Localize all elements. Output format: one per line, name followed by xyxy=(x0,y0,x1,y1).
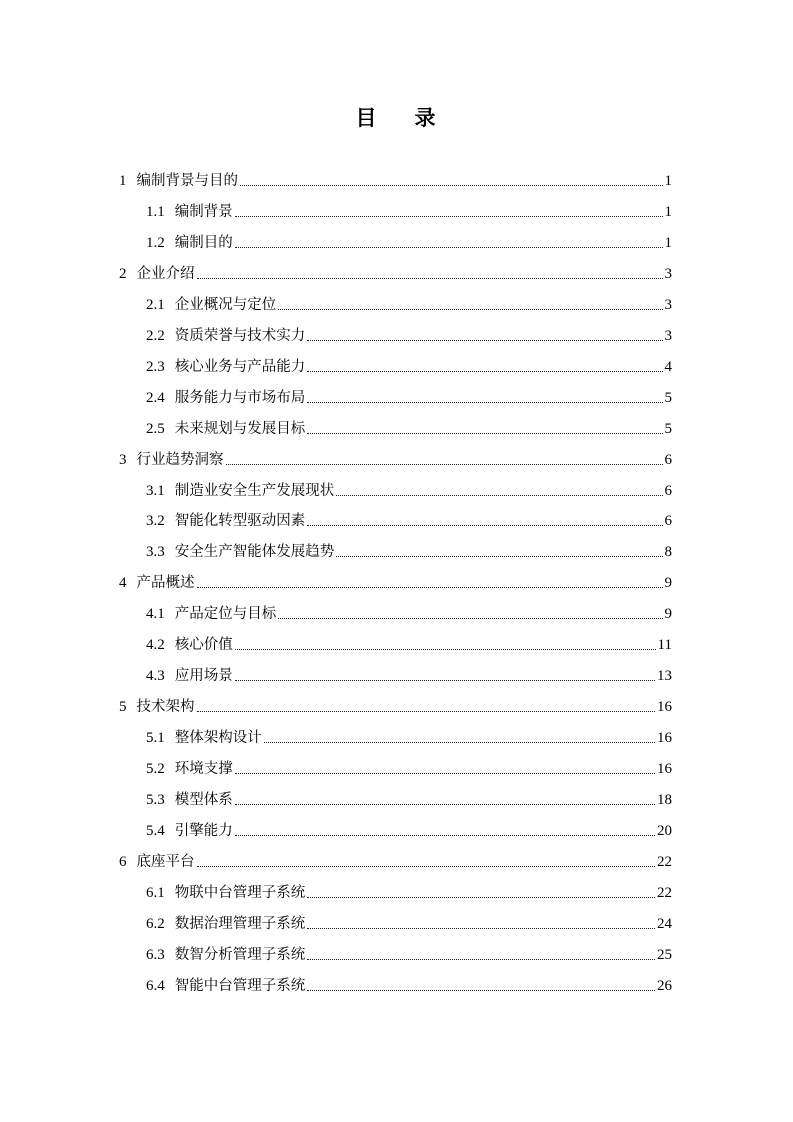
page-title-char-2: 录 xyxy=(414,106,438,130)
toc-entry-title: 整体架构设计 xyxy=(174,730,262,747)
toc-page-number: 3 xyxy=(664,327,672,344)
toc-entry-title: 产品概述 xyxy=(136,575,195,592)
toc-page-number: 22 xyxy=(657,884,672,901)
toc-section-entry[interactable] xyxy=(146,199,672,221)
toc-entry-title: 应用场景 xyxy=(174,668,233,685)
toc-section-entry[interactable] xyxy=(146,725,672,747)
toc-dot-leader xyxy=(226,464,663,465)
toc-chapter-entry[interactable] xyxy=(119,168,672,190)
toc-entry-number: 2 xyxy=(119,265,127,282)
toc-entry-title: 行业趋势洞察 xyxy=(136,451,224,468)
toc-entry-number: 2.3 xyxy=(146,358,165,375)
toc-entry-number: 2.1 xyxy=(146,296,165,313)
toc-entry-number: 1.2 xyxy=(146,234,165,251)
toc-entry-title: 服务能力与市场布局 xyxy=(174,389,306,406)
toc-page-number: 3 xyxy=(664,296,672,313)
toc-page-number: 5 xyxy=(664,389,672,406)
toc-entry-number: 5.1 xyxy=(146,730,165,747)
toc-page-number: 6 xyxy=(664,451,672,468)
toc-dot-leader xyxy=(235,804,655,805)
toc-page-number: 5 xyxy=(664,420,672,437)
toc-page-number: 26 xyxy=(657,977,672,994)
toc-page-number: 25 xyxy=(657,946,672,963)
toc-entry-number: 4.1 xyxy=(146,606,165,623)
toc-page-number: 16 xyxy=(657,699,672,716)
toc-entry-number: 6.4 xyxy=(146,977,165,994)
toc-entry-title: 技术架构 xyxy=(136,699,195,716)
toc-entry-title: 引擎能力 xyxy=(174,822,233,839)
toc-section-entry[interactable] xyxy=(146,508,672,530)
toc-entry-title: 编制背景 xyxy=(174,203,233,220)
toc-entry-title: 物联中台管理子系统 xyxy=(174,884,306,901)
toc-chapter-entry[interactable] xyxy=(119,849,672,871)
toc-entry-number: 4 xyxy=(119,575,127,592)
toc-entry-title: 数据治理管理子系统 xyxy=(174,915,306,932)
toc-entry-number: 6.1 xyxy=(146,884,165,901)
toc-dot-leader xyxy=(235,247,663,248)
toc-entry-title: 企业介绍 xyxy=(136,265,195,282)
toc-section-entry[interactable] xyxy=(146,292,672,314)
toc-dot-leader xyxy=(264,742,655,743)
toc-chapter-entry[interactable] xyxy=(119,261,672,283)
toc-section-entry[interactable] xyxy=(146,911,672,933)
toc-page-number: 24 xyxy=(657,915,672,932)
toc-page-number: 6 xyxy=(664,513,672,530)
toc-dot-leader xyxy=(235,835,655,836)
toc-page-number: 1 xyxy=(664,203,672,220)
toc-entry-title: 环境支撑 xyxy=(174,761,233,777)
toc-section-entry[interactable] xyxy=(146,756,672,778)
toc-entry-number: 6.3 xyxy=(146,946,165,963)
toc-entry-number: 2.4 xyxy=(146,389,165,406)
toc-entry-number: 4.3 xyxy=(146,668,165,685)
toc-section-entry[interactable] xyxy=(146,539,672,561)
toc-entry-number: 2.5 xyxy=(146,420,165,437)
toc-entry-title: 企业概况与定位 xyxy=(174,296,277,313)
toc-section-entry[interactable] xyxy=(146,787,672,809)
toc-dot-leader xyxy=(307,371,662,372)
toc-dot-leader xyxy=(336,495,662,496)
toc-entry-title: 底座平台 xyxy=(136,853,195,870)
toc-section-entry[interactable] xyxy=(146,230,672,252)
toc-entry-number: 5 xyxy=(119,699,127,716)
toc-entry-title: 编制背景与目的 xyxy=(136,173,238,189)
toc-page-number: 4 xyxy=(664,358,672,375)
toc-dot-leader xyxy=(278,309,662,310)
toc-entry-title: 核心业务与产品能力 xyxy=(174,358,306,375)
toc-entry-number: 3.3 xyxy=(146,544,165,561)
toc-dot-leader xyxy=(235,680,655,681)
toc-page-number: 16 xyxy=(657,730,672,747)
toc-chapter-entry[interactable] xyxy=(119,694,672,716)
toc-page-number: 1 xyxy=(664,173,672,189)
toc-entry-title: 数智分析管理子系统 xyxy=(174,946,306,963)
toc-section-entry[interactable] xyxy=(146,942,672,964)
toc-page-number: 1 xyxy=(664,234,672,251)
toc-page-number: 11 xyxy=(657,637,672,654)
toc-dot-leader xyxy=(307,433,662,434)
toc-entry-number: 5.4 xyxy=(146,822,165,839)
toc-entry-title: 模型体系 xyxy=(174,792,233,808)
toc-entry-number: 3.2 xyxy=(146,513,165,530)
toc-section-entry[interactable] xyxy=(146,973,672,995)
toc-entry-title: 安全生产智能体发展趋势 xyxy=(174,544,335,561)
toc-section-entry[interactable] xyxy=(146,416,672,438)
toc-chapter-entry[interactable] xyxy=(119,570,672,592)
toc-dot-leader xyxy=(307,990,655,991)
toc-dot-leader xyxy=(307,928,655,929)
toc-dot-leader xyxy=(278,618,662,619)
toc-section-entry[interactable] xyxy=(146,323,672,345)
toc-dot-leader xyxy=(307,525,662,526)
toc-page-number: 18 xyxy=(657,792,672,808)
toc-dot-leader xyxy=(307,402,662,403)
toc-entry-title: 制造业安全生产发展现状 xyxy=(174,482,335,499)
toc-section-entry[interactable] xyxy=(146,818,672,840)
toc-entry-number: 6 xyxy=(119,853,127,870)
toc-section-entry[interactable] xyxy=(146,663,672,685)
toc-section-entry[interactable] xyxy=(146,601,672,623)
toc-dot-leader xyxy=(307,959,655,960)
toc-dot-leader xyxy=(197,866,656,867)
toc-page-number: 6 xyxy=(664,482,672,499)
toc-page-number: 3 xyxy=(664,265,672,282)
toc-dot-leader xyxy=(235,649,656,650)
toc-dot-leader xyxy=(240,185,663,186)
toc-dot-leader xyxy=(336,556,662,557)
toc-entry-number: 2.2 xyxy=(146,327,165,344)
toc-entry-title: 资质荣誉与技术实力 xyxy=(174,327,306,344)
toc-page-number: 20 xyxy=(657,822,672,839)
toc-page-number: 8 xyxy=(664,544,672,561)
toc-page-number: 9 xyxy=(664,575,672,592)
toc-entry-number: 1 xyxy=(119,173,127,189)
toc-entry-title: 未来规划与发展目标 xyxy=(174,420,306,437)
toc-section-entry[interactable] xyxy=(146,880,672,902)
toc-entry-title: 智能化转型驱动因素 xyxy=(174,513,306,530)
toc-entry-number: 3 xyxy=(119,451,127,468)
toc-section-entry[interactable] xyxy=(146,385,672,407)
toc-dot-leader xyxy=(307,897,655,898)
toc-section-entry[interactable] xyxy=(146,632,672,654)
toc-entry-title: 产品定位与目标 xyxy=(174,606,277,623)
toc-dot-leader xyxy=(197,278,663,279)
toc-entry-title: 核心价值 xyxy=(174,637,233,654)
toc-page-number: 9 xyxy=(664,606,672,623)
toc-section-entry[interactable] xyxy=(146,478,672,500)
toc-dot-leader xyxy=(197,587,663,588)
toc-page-number: 16 xyxy=(657,761,672,777)
toc-entry-number: 4.2 xyxy=(146,637,165,654)
toc-chapter-entry[interactable] xyxy=(119,447,672,469)
toc-entry-number: 6.2 xyxy=(146,915,165,932)
toc-dot-leader xyxy=(235,773,655,774)
toc-entry-number: 1.1 xyxy=(146,203,165,220)
toc-page-number: 22 xyxy=(657,853,672,870)
toc-dot-leader xyxy=(235,216,663,217)
toc-dot-leader xyxy=(197,711,656,712)
toc-entry-number: 5.2 xyxy=(146,761,165,777)
toc-entry-number: 5.3 xyxy=(146,792,165,808)
toc-page-number: 13 xyxy=(657,668,672,685)
toc-entry-title: 编制目的 xyxy=(174,234,233,251)
toc-section-entry[interactable] xyxy=(146,354,672,376)
toc-entry-number: 3.1 xyxy=(146,482,165,499)
toc-dot-leader xyxy=(307,340,662,341)
page-title-char-1: 目 xyxy=(355,106,379,130)
toc-entry-title: 智能中台管理子系统 xyxy=(174,977,306,994)
